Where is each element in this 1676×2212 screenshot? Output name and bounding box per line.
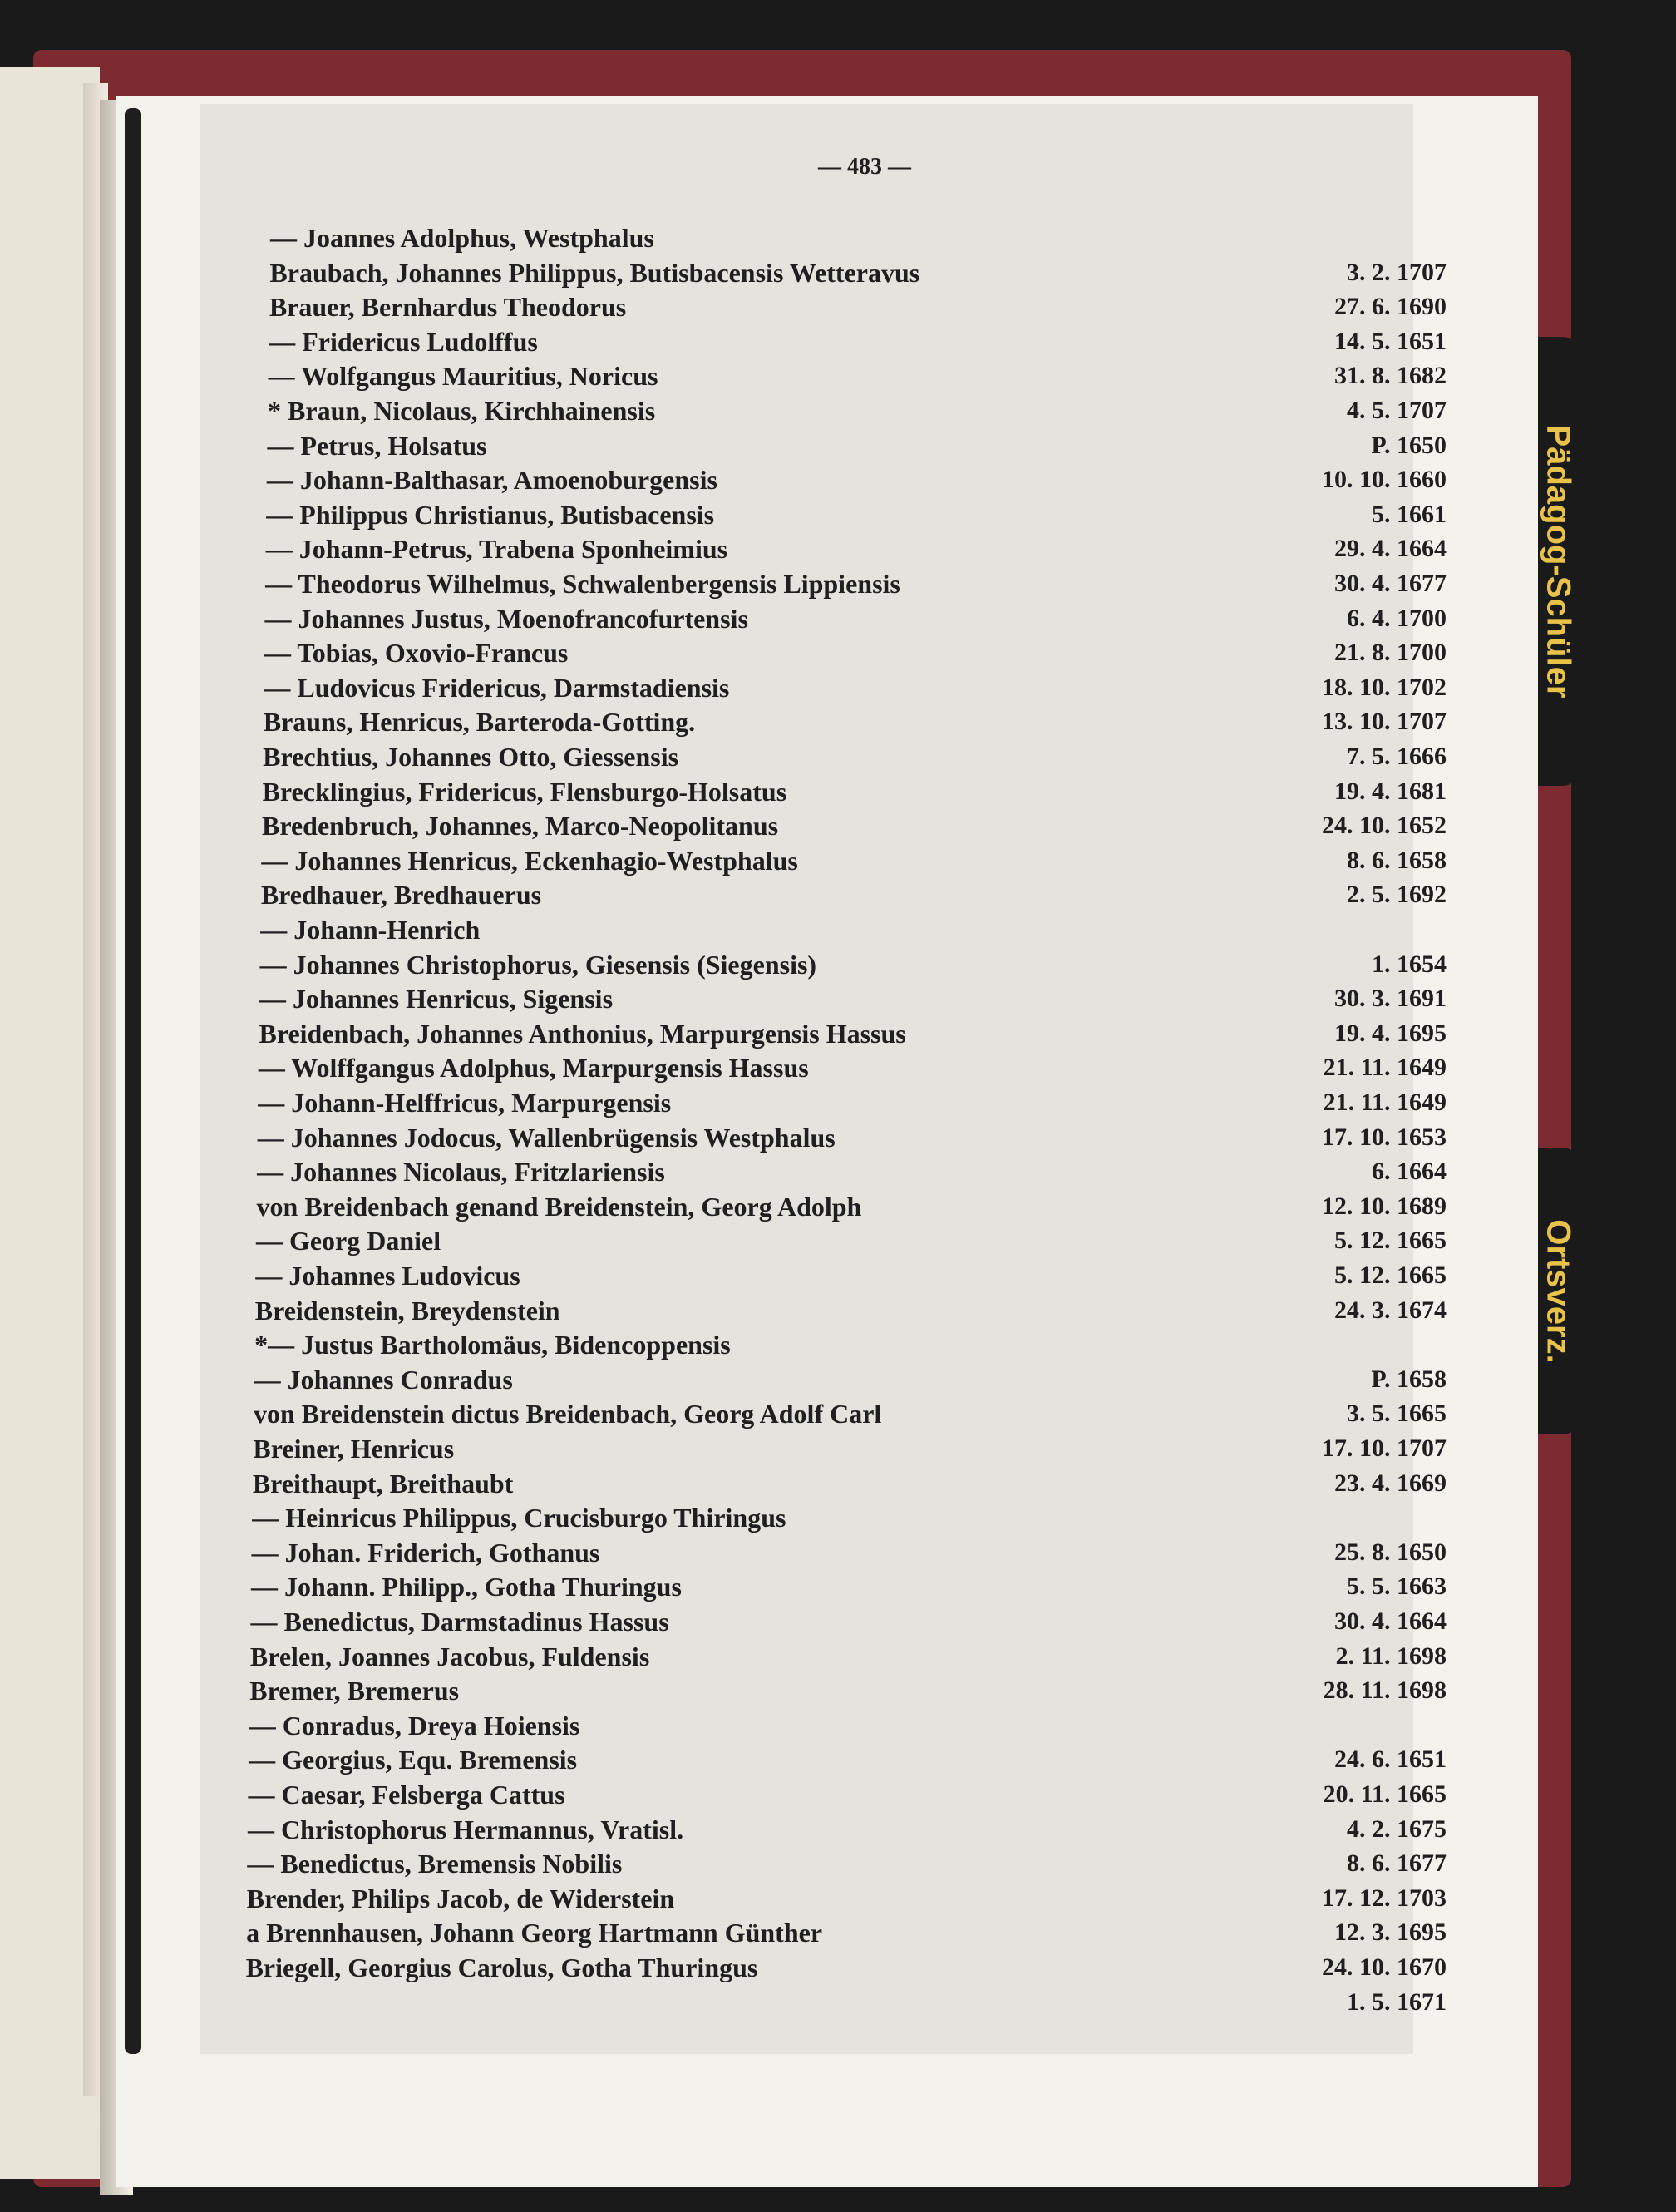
- entry-row: [249, 1742, 1447, 1777]
- entry-row: [267, 462, 1447, 497]
- entry-name: — Benedictus, Bremensis Nobilis: [247, 1849, 623, 1879]
- entry-name: — Johann-Helffricus, Marpurgensis: [258, 1088, 672, 1118]
- entry-row: [259, 1050, 1447, 1085]
- entry-name: Bremer, Bremerus: [249, 1676, 460, 1706]
- entry-row: [248, 1812, 1447, 1847]
- entry-row: [257, 1189, 1447, 1224]
- entry-row: [261, 843, 1447, 878]
- entry-date: 5. 12. 1665: [1333, 1262, 1447, 1289]
- entry-date: 23. 4. 1669: [1333, 1469, 1447, 1497]
- entry-row: [246, 1915, 1447, 1950]
- entry-row: [251, 1569, 1447, 1604]
- index-tab-ortsverz[interactable]: [1538, 1148, 1578, 1434]
- entry-date: 28. 11. 1698: [1323, 1676, 1447, 1705]
- entry-row: [249, 1708, 1447, 1743]
- entry-date: 19. 4. 1681: [1333, 777, 1447, 805]
- entry-date: 19. 4. 1695: [1333, 1019, 1447, 1047]
- entry-date: 20. 11. 1665: [1323, 1780, 1447, 1808]
- entry-date: 30. 4. 1677: [1333, 570, 1447, 597]
- entry-date: 10. 10. 1660: [1321, 466, 1447, 494]
- entry-name: — Georgius, Equ. Bremensis: [249, 1745, 578, 1775]
- entry-name: Brecklingius, Fridericus, Flensburgo-Holsatus: [262, 776, 787, 807]
- entry-date: 31. 8. 1682: [1333, 362, 1447, 390]
- entry-date: 3. 5. 1665: [1347, 1400, 1447, 1428]
- entry-row: [264, 670, 1447, 705]
- entry-date: 5. 12. 1665: [1333, 1227, 1447, 1255]
- entry-row: [259, 981, 1447, 1016]
- entry-row: [252, 1535, 1447, 1570]
- entry-date: 8. 6. 1658: [1346, 846, 1447, 874]
- entry-date: 24. 6. 1651: [1333, 1745, 1447, 1774]
- entry-date: 7. 5. 1666: [1346, 743, 1447, 770]
- entry-date: 30. 4. 1664: [1333, 1607, 1447, 1635]
- entry-name: — Johannes Conradus: [254, 1364, 513, 1395]
- entry-name: — Johann. Philipp., Gotha Thuringus: [251, 1572, 682, 1602]
- entry-name: Breidenstein, Breydenstein: [254, 1295, 560, 1326]
- entry-name: — Joannes Adolphus, Westphalus: [270, 223, 654, 253]
- entry-name: Bredhauer, Bredhauerus: [260, 880, 542, 911]
- entry-date: 24. 3. 1674: [1333, 1296, 1447, 1324]
- entry-name: — Wolfgangus Mauritius, Noricus: [268, 361, 658, 392]
- entry-name: — Ludovicus Fridericus, Darmstadiensis: [264, 672, 730, 703]
- entry-name: — Johann-Balthasar, Amoenoburgensis: [266, 465, 717, 496]
- index-tab-label: Pädagog-Schüler: [1540, 424, 1577, 699]
- entry-date: 18. 10. 1702: [1321, 673, 1447, 701]
- entry-name: von Breidenbach genand Breidenstein, Georg Adolph: [256, 1191, 862, 1222]
- entry-date: 29. 4. 1664: [1333, 535, 1447, 563]
- entry-date: 1. 1654: [1371, 950, 1447, 978]
- entry-row: [266, 531, 1447, 566]
- entry-name: — Johannes Justus, Moenofrancofurtensis: [264, 603, 748, 634]
- entry-row: [245, 1985, 1447, 2020]
- entry-row: [247, 1881, 1447, 1916]
- entry-date: 4. 2. 1675: [1346, 1815, 1447, 1843]
- entry-name: Breidenbach, Johannes Anthonius, Marpurgensis Hassus: [259, 1018, 906, 1049]
- entry-name: — Philippus Christianus, Butisbacensis: [266, 499, 715, 530]
- entry-row: [263, 739, 1447, 774]
- entry-row: [255, 1258, 1447, 1293]
- entry-name: Breiner, Henricus: [253, 1434, 455, 1464]
- entry-name: — Petrus, Holsatus: [267, 430, 487, 461]
- entry-row: [258, 1085, 1447, 1120]
- entry-name: Briegell, Georgius Carolus, Gotha Thuringus: [245, 1953, 758, 1982]
- entry-date: 24. 10. 1670: [1321, 1953, 1447, 1981]
- entry-row: [264, 635, 1447, 670]
- entry-name: Brender, Philips Jacob, de Widerstein: [246, 1883, 675, 1913]
- entry-row: [269, 289, 1447, 324]
- entry-row: [269, 358, 1447, 393]
- entry-name: — Johan. Friderich, Gothanus: [251, 1537, 600, 1568]
- entry-row: [266, 497, 1447, 532]
- entry-row: [247, 1846, 1447, 1881]
- entry-name: — Caesar, Felsberga Cattus: [248, 1780, 565, 1810]
- entry-date: 21. 11. 1649: [1323, 1054, 1447, 1082]
- entry-date: P. 1650: [1371, 431, 1447, 459]
- entry-name: — Heinricus Philippus, Crucisburgo Thiringus: [252, 1503, 786, 1533]
- entry-row: [253, 1431, 1447, 1466]
- entry-row: [265, 601, 1447, 636]
- entry-name: — Georg Daniel: [255, 1226, 441, 1257]
- entry-row: [264, 704, 1447, 739]
- entry-row: [268, 393, 1447, 428]
- index-tab-paedagog-schueler[interactable]: [1538, 337, 1578, 786]
- entry-date: 6. 4. 1700: [1346, 604, 1447, 632]
- entry-name: Brauer, Bernhardus Theodorus: [269, 292, 627, 323]
- entry-name: * Braun, Nicolaus, Kirchhainensis: [268, 396, 656, 426]
- entry-date: 17. 12. 1703: [1321, 1884, 1447, 1912]
- entry-row: [254, 1396, 1447, 1431]
- entry-date: 24. 10. 1652: [1322, 812, 1447, 840]
- entry-row: [269, 255, 1447, 290]
- entry-row: [270, 220, 1447, 255]
- entry-name: — Johannes Ludovicus: [255, 1261, 520, 1291]
- entry-date: 14. 5. 1651: [1333, 327, 1447, 355]
- index-tab-label: Ortsverz.: [1540, 1218, 1577, 1364]
- page-number: — 483 —: [818, 154, 911, 180]
- entry-row: [265, 566, 1447, 601]
- entry-date: 5. 5. 1663: [1346, 1573, 1447, 1601]
- entry-name: — Johannes Henricus, Sigensis: [259, 984, 614, 1015]
- entry-date: 5. 1661: [1371, 500, 1447, 528]
- entry-row: [249, 1777, 1447, 1812]
- entry-row: [260, 947, 1447, 982]
- entry-name: — Johannes Nicolaus, Fritzlariensis: [257, 1157, 665, 1187]
- entry-row: [253, 1466, 1447, 1501]
- entry-date: 17. 10. 1653: [1321, 1123, 1447, 1151]
- entry-name: — Johann-Petrus, Trabena Sponheimius: [265, 534, 728, 565]
- entry-date: 12. 3. 1695: [1333, 1918, 1447, 1947]
- entry-name: von Breidenstein dictus Breidenbach, Georg Adolf Carl: [254, 1399, 882, 1429]
- entry-row: [254, 1362, 1447, 1397]
- entry-name: Braubach, Johannes Philippus, Butisbacensis Wetteravus: [269, 257, 920, 288]
- photocopy-dark-edge: [125, 108, 141, 2054]
- entry-date: 4. 5. 1707: [1346, 397, 1447, 424]
- entry-name: Brelen, Joannes Jacobus, Fuldensis: [249, 1641, 650, 1671]
- entry-name: Breithaupt, Breithaubt: [252, 1468, 514, 1499]
- entry-row: [260, 912, 1447, 947]
- entry-row: [255, 1293, 1447, 1328]
- entry-date: 17. 10. 1707: [1321, 1434, 1447, 1462]
- entry-date: 3. 2. 1707: [1346, 258, 1447, 286]
- entry-date: 13. 10. 1707: [1321, 708, 1447, 736]
- entry-date: 6. 1664: [1371, 1158, 1447, 1186]
- entry-row: [252, 1500, 1447, 1535]
- entry-name: — Benedictus, Darmstadinus Hassus: [250, 1607, 669, 1637]
- entry-name: — Christophorus Hermannus, Vratisl.: [247, 1814, 684, 1844]
- entry-row: [259, 1016, 1447, 1051]
- entry-name: Brechtius, Johannes Otto, Giessensis: [263, 742, 679, 772]
- entry-name: — Theodorus Wilhelmus, Schwalenbergensis Lippiensis: [265, 569, 900, 599]
- entry-row: [262, 808, 1447, 843]
- entry-date: 2. 11. 1698: [1335, 1642, 1447, 1670]
- entry-date: 12. 10. 1689: [1321, 1192, 1447, 1220]
- entry-row: [263, 774, 1447, 809]
- entry-date: 1. 5. 1671: [1347, 1987, 1447, 2016]
- entry-name: — Johannes Christophorus, Giesensis (Siegensis): [259, 949, 817, 980]
- entry-row: [250, 1639, 1447, 1674]
- entry-name: — Conradus, Dreya Hoiensis: [249, 1710, 580, 1740]
- entry-row: [246, 1950, 1447, 1985]
- entry-name: — Wolffgangus Adolphus, Marpurgensis Hassus: [258, 1053, 809, 1084]
- entry-name: — Johannes Jodocus, Wallenbrügensis Westphalus: [257, 1122, 836, 1153]
- entry-name: — Johann-Henrich: [260, 915, 481, 945]
- entry-row: [257, 1154, 1447, 1189]
- entry-date: P. 1658: [1371, 1365, 1447, 1393]
- entry-name: — Johannes Henricus, Eckenhagio-Westphalus: [261, 845, 798, 876]
- entry-name: — Fridericus Ludolffus: [269, 326, 538, 357]
- entry-row: [269, 324, 1447, 359]
- entry-date: 30. 3. 1691: [1333, 985, 1447, 1013]
- entry-name: Brauns, Henricus, Barteroda-Gotting.: [263, 707, 696, 738]
- entry-name: Bredenbruch, Johannes, Marco-Neopolitanus: [262, 811, 779, 842]
- entry-name: *— Justus Bartholomäus, Bidencoppensis: [254, 1330, 731, 1360]
- entry-date: 21. 8. 1700: [1333, 639, 1447, 667]
- entry-date: 27. 6. 1690: [1333, 293, 1447, 321]
- entry-row: [254, 1327, 1447, 1362]
- entry-row: [267, 428, 1447, 463]
- entry-name: — Tobias, Oxovio-Francus: [264, 638, 569, 669]
- entry-row: [249, 1673, 1447, 1708]
- entry-date: 8. 6. 1677: [1346, 1849, 1447, 1878]
- entry-date: 25. 8. 1650: [1333, 1538, 1447, 1566]
- entry-row: [250, 1604, 1447, 1639]
- entry-date: 21. 11. 1649: [1323, 1089, 1447, 1116]
- entry-row: [261, 877, 1447, 912]
- entry-row: [258, 1120, 1447, 1155]
- entry-row: [256, 1223, 1447, 1258]
- entry-name: a Brennhausen, Johann Georg Hartmann Günther: [246, 1918, 823, 1948]
- entry-date: 2. 5. 1692: [1346, 881, 1447, 909]
